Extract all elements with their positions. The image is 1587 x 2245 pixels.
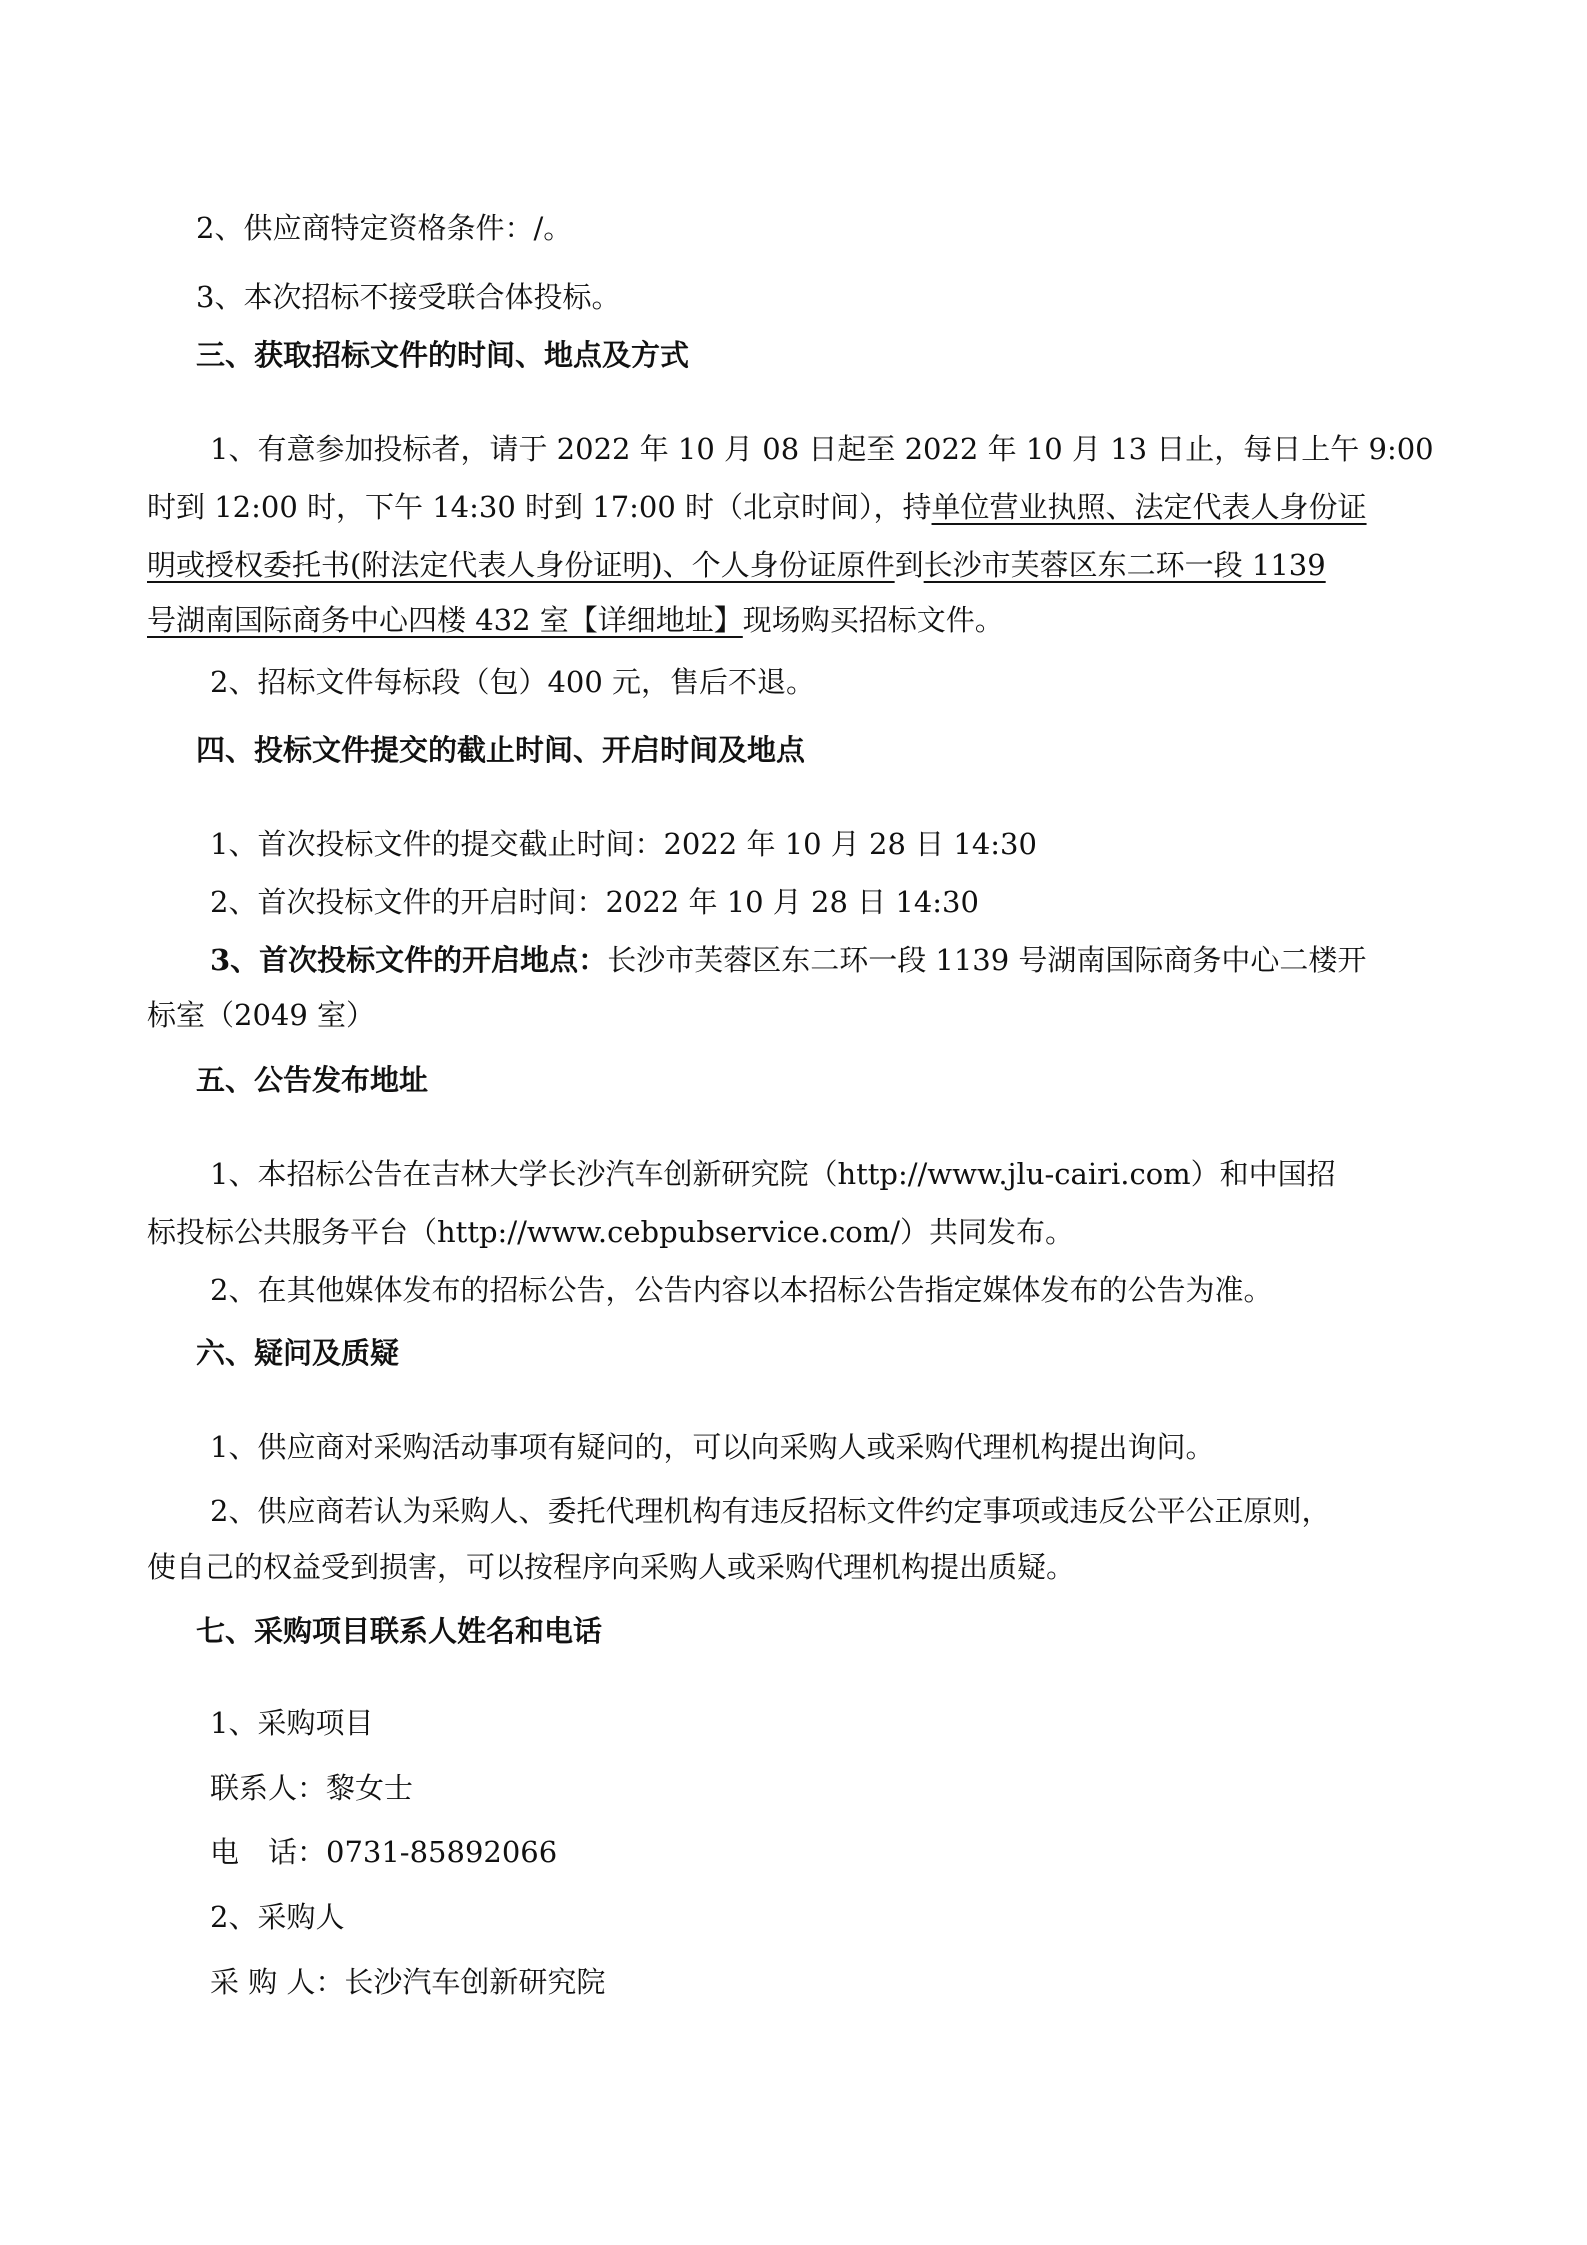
contact-purchaser-label: 2、采购人 bbox=[210, 1900, 345, 1934]
text-opening-place-value: 长沙市芙蓉区东二环一段 1139 号湖南国际商务中心二楼开 bbox=[607, 943, 1367, 977]
contact-phone: 电 话：0731-85892066 bbox=[210, 1835, 558, 1869]
paragraph-qualification: 2、供应商特定资格条件：/。 bbox=[196, 211, 573, 245]
text-address-cont: 号湖南国际商务中心四楼 432 室【详细地址】 bbox=[147, 603, 743, 637]
paragraph-documents-cont bbox=[147, 548, 1326, 582]
paragraph-address-cont bbox=[147, 603, 1004, 637]
paragraph-opening-place bbox=[210, 943, 1366, 977]
text-purchase-onsite: 现场购买招标文件。 bbox=[742, 603, 1004, 637]
text-to: 到 bbox=[894, 548, 924, 582]
paragraph-inquiry: 1、供应商对采购活动事项有疑问的，可以向采购人或采购代理机构提出询问。 bbox=[210, 1430, 1215, 1464]
text-hours: 时到 12:00 时，下午 14:30 时到 17:00 时（北京时间），持 bbox=[147, 490, 932, 524]
paragraph-challenge-cont: 使自己的权益受到损害，可以按程序向采购人或采购代理机构提出质疑。 bbox=[147, 1550, 1076, 1584]
paragraph-opening-place-cont: 标室（2049 室） bbox=[147, 998, 376, 1032]
paragraph-deadline: 1、首次投标文件的提交截止时间：2022 年 10 月 28 日 14:30 bbox=[210, 827, 1037, 861]
heading-section-6: 六、疑问及质疑 bbox=[196, 1336, 400, 1370]
paragraph-opening-time: 2、首次投标文件的开启时间：2022 年 10 月 28 日 14:30 bbox=[210, 885, 979, 919]
text-required-documents-cont: 明或授权委托书(附法定代表人身份证明)、个人身份证原件 bbox=[147, 548, 895, 582]
paragraph-no-consortium: 3、本次招标不接受联合体投标。 bbox=[196, 280, 621, 314]
paragraph-publish-sites-cont: 标投标公共服务平台（http://www.cebpubservice.com/）共同发布。 bbox=[147, 1215, 1075, 1249]
heading-section-4: 四、投标文件提交的截止时间、开启时间及地点 bbox=[196, 733, 806, 767]
paragraph-fee: 2、招标文件每标段（包）400 元，售后不退。 bbox=[210, 665, 816, 699]
contact-person: 联系人：黎女士 bbox=[210, 1771, 414, 1805]
paragraph-challenge: 2、供应商若认为采购人、委托代理机构有违反招标文件约定事项或违反公平公正原则， bbox=[210, 1494, 1331, 1528]
text-opening-place-label: 3、首次投标文件的开启地点： bbox=[210, 943, 608, 977]
paragraph-obtain-time-cont bbox=[147, 490, 1367, 524]
contact-purchaser: 采 购 人：长沙汽车创新研究院 bbox=[210, 1965, 606, 1999]
contact-project-label: 1、采购项目 bbox=[210, 1706, 374, 1740]
heading-section-5: 五、公告发布地址 bbox=[196, 1063, 429, 1097]
paragraph-obtain-time: 1、有意参加投标者，请于 2022 年 10 月 08 日起至 2022 年 10 月 13 日止，每日上午 9:00 bbox=[210, 432, 1434, 466]
paragraph-publish-other-media: 2、在其他媒体发布的招标公告，公告内容以本招标公告指定媒体发布的公告为准。 bbox=[210, 1273, 1273, 1307]
heading-section-3: 三、获取招标文件的时间、地点及方式 bbox=[196, 338, 690, 372]
text-required-documents: 单位营业执照、法定代表人身份证 bbox=[931, 490, 1367, 524]
heading-section-7: 七、采购项目联系人姓名和电话 bbox=[196, 1614, 603, 1648]
paragraph-publish-sites: 1、本招标公告在吉林大学长沙汽车创新研究院（http://www.jlu-cairi.com）和中国招 bbox=[210, 1157, 1336, 1191]
text-address: 长沙市芙蓉区东二环一段 1139 bbox=[923, 548, 1326, 582]
